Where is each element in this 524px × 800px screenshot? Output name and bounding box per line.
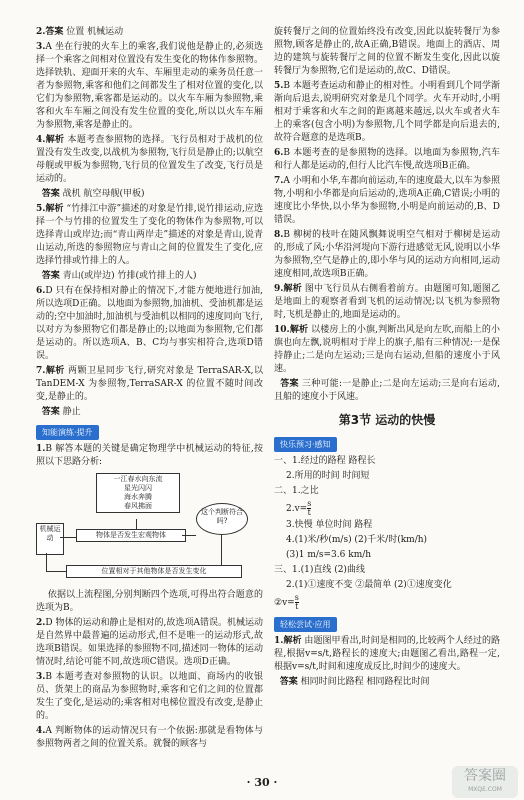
- practice-1: 1.B 解答本题的关键是确定物理学中机械运动的特征,按照以下思路分析:: [36, 444, 263, 467]
- answer-6: 6.D 只有在保持相对静止的情况下,才能方便地进行加油,所以选项D正确。以地面为参照物,加油机、受油机都是运动的;空中加油时,加油机与受油机以相同的速度同向飞行,以对方为参照物它们都是静止的;以地面为参照物,它们都是运动的。所以选项A、B、C均与事实相符合,选项D错误。: [36, 286, 263, 361]
- apply-1-result: 答案 相同时间比路程 相同路程比时间: [279, 677, 430, 687]
- flow-poem-box: 一江春水向东流 星光闪闪 海水奔腾 春风拂面: [96, 473, 180, 513]
- left-column: [36, 26, 263, 753]
- preview-line: 4.(1)米/秒(m/s) (2)千米/时(km/h): [286, 535, 428, 545]
- answer-5: 5.解析 “竹排江中游”描述的对象是竹排,说竹排运动,应选择一个与竹排的位置发生了变化的物体作为参照物,可以选择青山或岸边;而“青山两岸走”描述的对象是青山,说青山运动,所选的参照物应与青山之间的位置发生了变化,应选择竹排或竹排上的人。: [36, 204, 263, 266]
- preview-line: 2.(1)①速度不变 ②最简单 (2)①速度变化: [286, 580, 452, 590]
- flow-bottom-box: 位置相对于其他物体是否发生变化: [66, 565, 242, 578]
- section-banner-apply: 轻松尝试·应用: [274, 617, 337, 632]
- page-number: · 30 ·: [246, 776, 278, 789]
- preview-line: 二、1.之比: [274, 486, 319, 496]
- preview-line: 3.快慢 单位时间 路程: [286, 520, 373, 530]
- flow-connector: [182, 535, 196, 536]
- answer-3: 3.A 坐在行驶的火车上的乘客,我们说他是静止的,必须选择一个乘客之间相对位置没有发生变化的物体作参照物。选择铁轨、迎面开来的火车、车厢里走动的乘务员任意一者为参照物,乘客和他们之间都发生了相对位置的变化,以它们为参照物,乘客都是运动的。以火车车厢为参照物,乘客和火车车厢之间没有发生位置的变化,所以以火车车厢为参照物,乘客是静止的。: [36, 42, 263, 130]
- practice-2: 2.D 物体的运动和静止是相对的,故选项A错误。机械运动是自然界中最普遍的运动形式,但不是唯一的运动形式,故选项B错误。如果选择的参照物不同,描述同一物体的运动情况时,结论可能不同,故选项C错误。选项D正确。: [36, 618, 263, 667]
- practice-7: 7.A 小明和小华,车都向前运动,车的速度最大,以车为参照物,小明和小华都是向后运动的,选项A正确,C错误;小明的速度比小华快,以小华为参照物,小明是向前运动的,B、D错误。: [274, 176, 500, 225]
- flow-connector: [46, 553, 47, 571]
- practice-10: 10.解析 以楼房上的小旗,判断出风是向左吹,而船上的小旗也向左飘,说明相对于岸上的旗子,船有三种情况:一是保持静止;二是向左运动;三是向右运动,但船的速度小于风速。: [274, 325, 500, 374]
- flowchart: [36, 473, 263, 583]
- practice-4-continued: 旋转餐厅之间的位置始终没有改变,因此以旋转餐厅为参照物,顾客是静止的,故A正确,B错误。地面上的酒店、周边的建筑与旋转餐厅之间的位置不断发生变化,因此以旋转餐厅为参照物,它们是运动的,故C、D错误。: [274, 27, 500, 76]
- preview-formula: 2.v= $\frac{s}{t}$: [286, 499, 312, 517]
- practice-6: 6.B 本题考查的是参照物的选择。以地面为参照物,汽车和行人都是运动的,但行人比汽车慢,故选项B正确。: [274, 148, 500, 171]
- answer-2: 2.答案 位置 机械运动: [36, 27, 124, 37]
- preview-formula: ②v= $\frac{s}{t}$: [274, 593, 299, 611]
- answer-7-result: 答案 静止: [41, 407, 81, 417]
- flow-left-box: 机械运动: [36, 523, 64, 555]
- preview-line: (3)1 m/s=3.6 km/h: [286, 550, 372, 560]
- right-column: [274, 26, 500, 691]
- preview-line: 一、1.经过的路程 路程长: [274, 456, 376, 466]
- answer-4: 4.解析 本题考查参照物的选择。飞行员相对于战机的位置没有发生改变,以战机为参照物,飞行员是静止的;以航空母舰或甲板为参照物,飞行员的位置发生了改变,飞行员是运动的。: [36, 135, 263, 184]
- practice-9: 9.解析 图中飞行员从右侧看着前方。由题图可知,题图乙是地面上的观察者看到飞机的运动情况;以飞机为参照物时,飞机是静止的,地面是运动的。: [274, 284, 500, 320]
- practice-5: 5.B 本题考查运动和静止的相对性。小明看到几个同学渐渐向后退去,说明研究对象是几个同学。火车开动时,小明相对于乘客和火车之间的距离越来越远,以火车或者火车上的乘客(包含小明)为参照物,几个同学都是向后退去的,故符合题意的是选项B。: [274, 81, 500, 143]
- practice-4: 4.A 判断物体的运动情况只有一个依据:那就是看物体与参照物两者之间的位置关系。就餐的顾客与: [36, 726, 263, 749]
- fraction: $\frac{s}{t}$: [294, 593, 299, 611]
- practice-10-result: 答案 三种可能:一是静止;二是向左运动;三是向右运动,且船的速度小于风速。: [274, 379, 500, 402]
- flow-connector: [60, 537, 76, 538]
- flow-connector: [221, 535, 222, 565]
- watermark-logo: 答案圈 MXQE.COM: [452, 766, 518, 798]
- preview-line: 三、1.(1)直线 (2)曲线: [274, 565, 365, 575]
- section-banner-practice: 知能演练·提升: [36, 425, 99, 440]
- section-banner-preview: 快乐预习·感知: [274, 437, 337, 452]
- practice-1-conclusion: 依据以上流程图,分别判断四个选项,可得出符合题意的选项为B。: [36, 590, 263, 613]
- preview-line: 2.所用的时间 时间短: [286, 471, 370, 481]
- section-title: 第3节 运动的快慢: [338, 413, 436, 427]
- fraction: $\frac{s}{t}$: [307, 499, 312, 517]
- flow-question-oval: 这个判断符合吗?: [196, 503, 248, 535]
- flow-connector: [136, 519, 137, 529]
- apply-1: 1.解析 由题图甲看出,时间是相同的,比较两个人经过的路程,根据v=s/t,路程长的速度大;由题图乙看出,路程一定,根据v=s/t,时间和速度成反比,时间少的速度大。: [274, 636, 500, 672]
- answer-4-result: 答案 战机 航空母舰(甲板): [41, 189, 145, 199]
- flow-mid-box: 物体是否发生宏观物体: [76, 529, 186, 542]
- flow-connector: [46, 571, 66, 572]
- answer-7: 7.解析 两颗卫星同步飞行,研究对象是 TerraSAR-X,以 TanDEM-X 为参照物,TerraSAR-X 的位置不随时间改变,是静止的。: [36, 366, 263, 402]
- practice-3: 3.B 本题考查对参照物的认识。以地面、商场内的收银员、货架上的商品为参照物时,乘客和它们之间的位置都发生了变化,是运动的;乘客相对电梯位置没有改变,是静止的。: [36, 672, 263, 721]
- practice-8: 8.B 柳树的枝叶在随风飘舞说明空气相对于柳树是运动的,形成了风;小华沿河堤向下游行进感觉无风,说明以小华为参照物,空气是静止的,即小华与风的运动方向相同,运动速度相同,故选项B正确。: [274, 230, 500, 279]
- answer-5-result: 答案 青山(或岸边) 竹排(或竹排上的人): [41, 271, 197, 281]
